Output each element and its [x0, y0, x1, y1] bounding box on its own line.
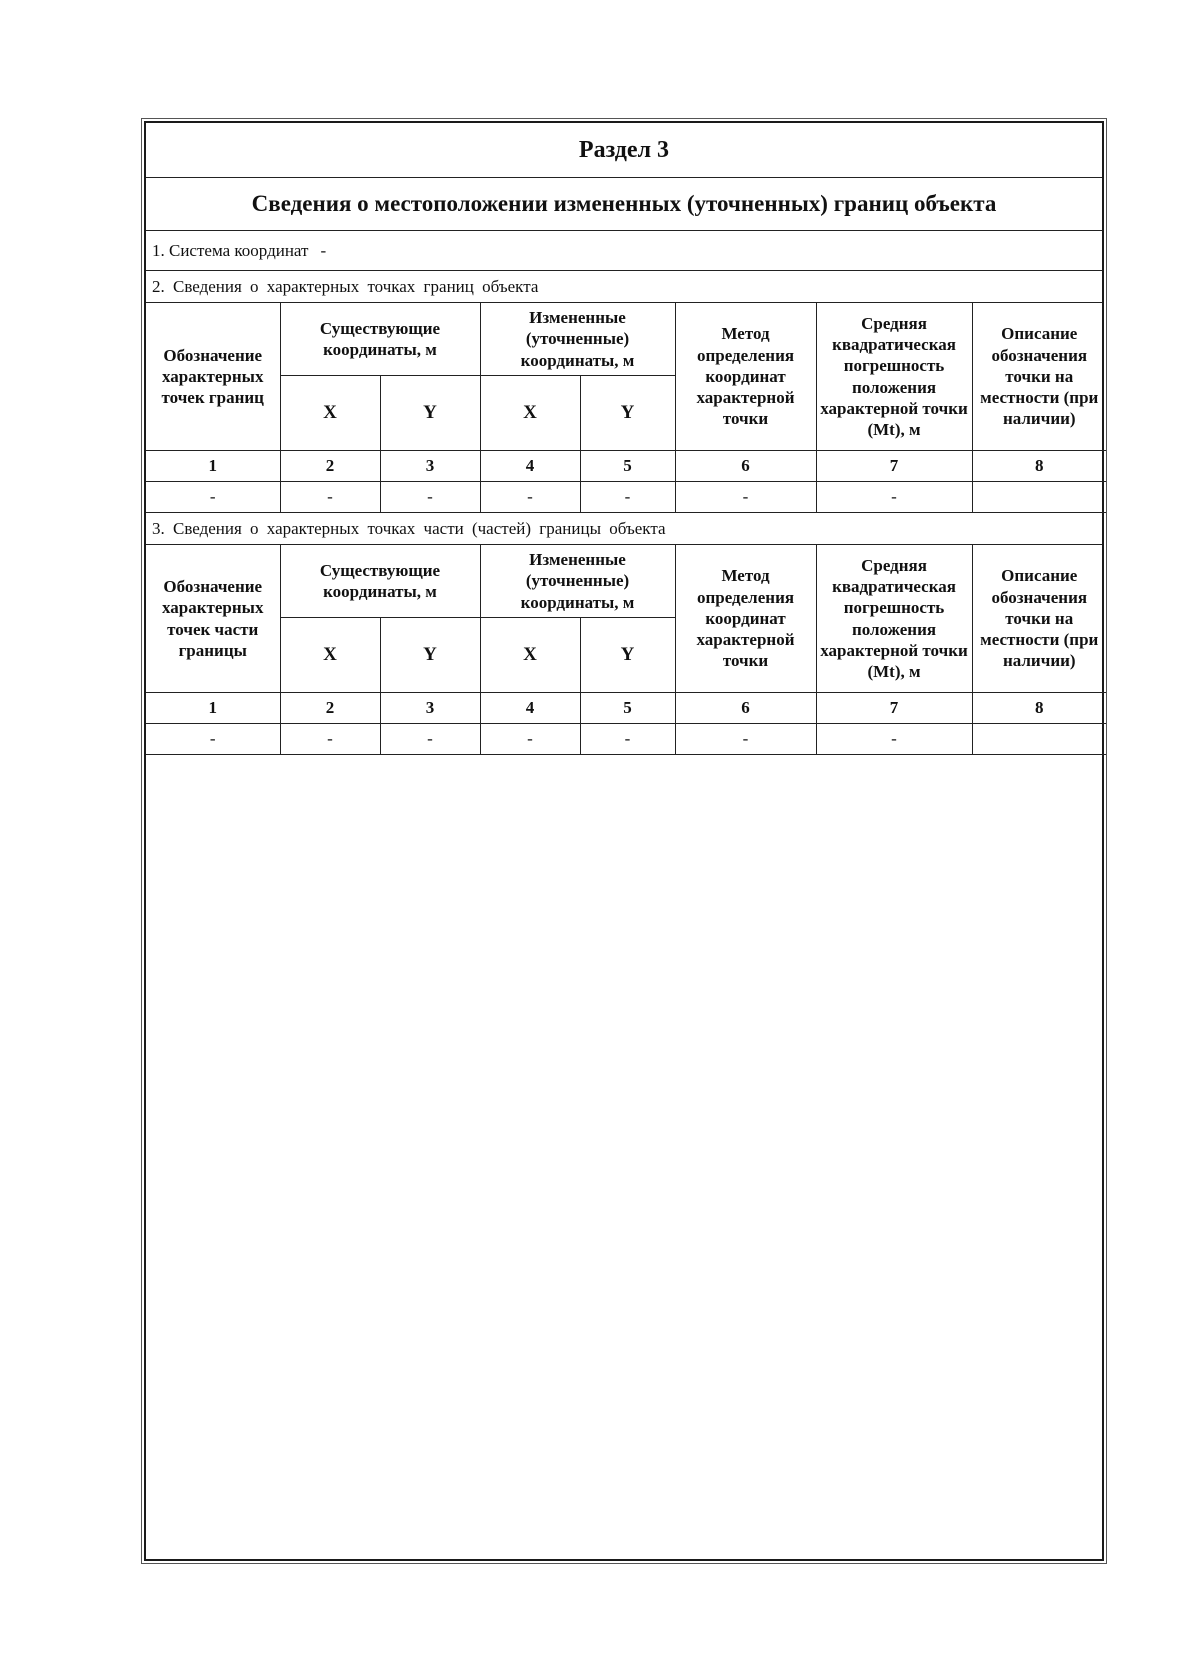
table2-cell: - — [816, 724, 972, 755]
table2-header-point: Обозначение характерных точек части границы — [146, 545, 280, 693]
table2-col-number: 2 — [280, 693, 380, 724]
table1-cell: - — [675, 482, 816, 513]
table2-header-changed: Измененные (уточненные) координаты, м — [480, 545, 675, 618]
table2-col-number: 7 — [816, 693, 972, 724]
coord-system-label: 1. Система координат — [152, 240, 309, 260]
table2-header-method: Метод определения координат характерной точки — [675, 545, 816, 693]
table1-cell: - — [480, 482, 580, 513]
table2-header-error: Средняя квадратическая погрешность положения характерной точки (Mt), м — [816, 545, 972, 693]
table2-number-row — [146, 693, 1106, 724]
table1-col-number: 1 — [146, 451, 280, 482]
coord-system-line — [146, 231, 1102, 271]
table-row — [146, 724, 1106, 755]
table2-cell: - — [280, 724, 380, 755]
table1-col-number: 6 — [675, 451, 816, 482]
table2-col-number: 1 — [146, 693, 280, 724]
table2-header-existing-x: X — [280, 618, 380, 693]
table2-cell: - — [580, 724, 675, 755]
table1-cell: - — [580, 482, 675, 513]
document-frame — [144, 121, 1104, 1561]
coord-system-value: - — [320, 240, 327, 260]
table1-col-number: 7 — [816, 451, 972, 482]
table1-header-existing-y: Y — [380, 376, 480, 451]
table1-caption: 2. Сведения о характерных точках границ объекта — [146, 271, 1102, 303]
table2-cell: - — [675, 724, 816, 755]
table2-col-number: 5 — [580, 693, 675, 724]
table2-col-number: 8 — [972, 693, 1106, 724]
table1-col-number: 5 — [580, 451, 675, 482]
table1-header-method: Метод определения координат характерной точки — [675, 303, 816, 451]
table1-cell: - — [816, 482, 972, 513]
table1-col-number: 2 — [280, 451, 380, 482]
table2-col-number: 4 — [480, 693, 580, 724]
table1-col-number: 3 — [380, 451, 480, 482]
table2-cell: - — [380, 724, 480, 755]
table2-col-number: 6 — [675, 693, 816, 724]
table1-header-existing: Существующие координаты, м — [280, 303, 480, 376]
table2-col-number: 3 — [380, 693, 480, 724]
table2-header-changed-x: X — [480, 618, 580, 693]
table1-cell: - — [380, 482, 480, 513]
table2-header-description: Описание обозначения точки на местности (при наличии) — [972, 545, 1106, 693]
table1-header-existing-x: X — [280, 376, 380, 451]
table-row — [146, 482, 1106, 513]
table1 — [146, 303, 1106, 513]
table1-cell: - — [280, 482, 380, 513]
table1-header-description: Описание обозначения точки на местности (при наличии) — [972, 303, 1106, 451]
table2-cell: - — [480, 724, 580, 755]
table2-cell: - — [146, 724, 280, 755]
table1-cell — [972, 482, 1106, 513]
table1-header-changed: Измененные (уточненные) координаты, м — [480, 303, 675, 376]
table1-header-error: Средняя квадратическая погрешность положения характерной точки (Mt), м — [816, 303, 972, 451]
table2-header-existing-y: Y — [380, 618, 480, 693]
table1-header-changed-x: X — [480, 376, 580, 451]
table2 — [146, 545, 1106, 755]
section-title: Раздел 3 — [146, 123, 1102, 178]
table2-header-changed-y: Y — [580, 618, 675, 693]
table1-header-point: Обозначение характерных точек границ — [146, 303, 280, 451]
table2-caption: 3. Сведения о характерных точках части (частей) границы объекта — [146, 513, 1102, 545]
table2-header-existing: Существующие координаты, м — [280, 545, 480, 618]
table1-col-number: 8 — [972, 451, 1106, 482]
section-subtitle: Сведения о местоположении измененных (уточненных) границ объекта — [146, 178, 1102, 231]
table1-col-number: 4 — [480, 451, 580, 482]
table1-number-row — [146, 451, 1106, 482]
table1-cell: - — [146, 482, 280, 513]
table2-cell — [972, 724, 1106, 755]
table1-header-changed-y: Y — [580, 376, 675, 451]
